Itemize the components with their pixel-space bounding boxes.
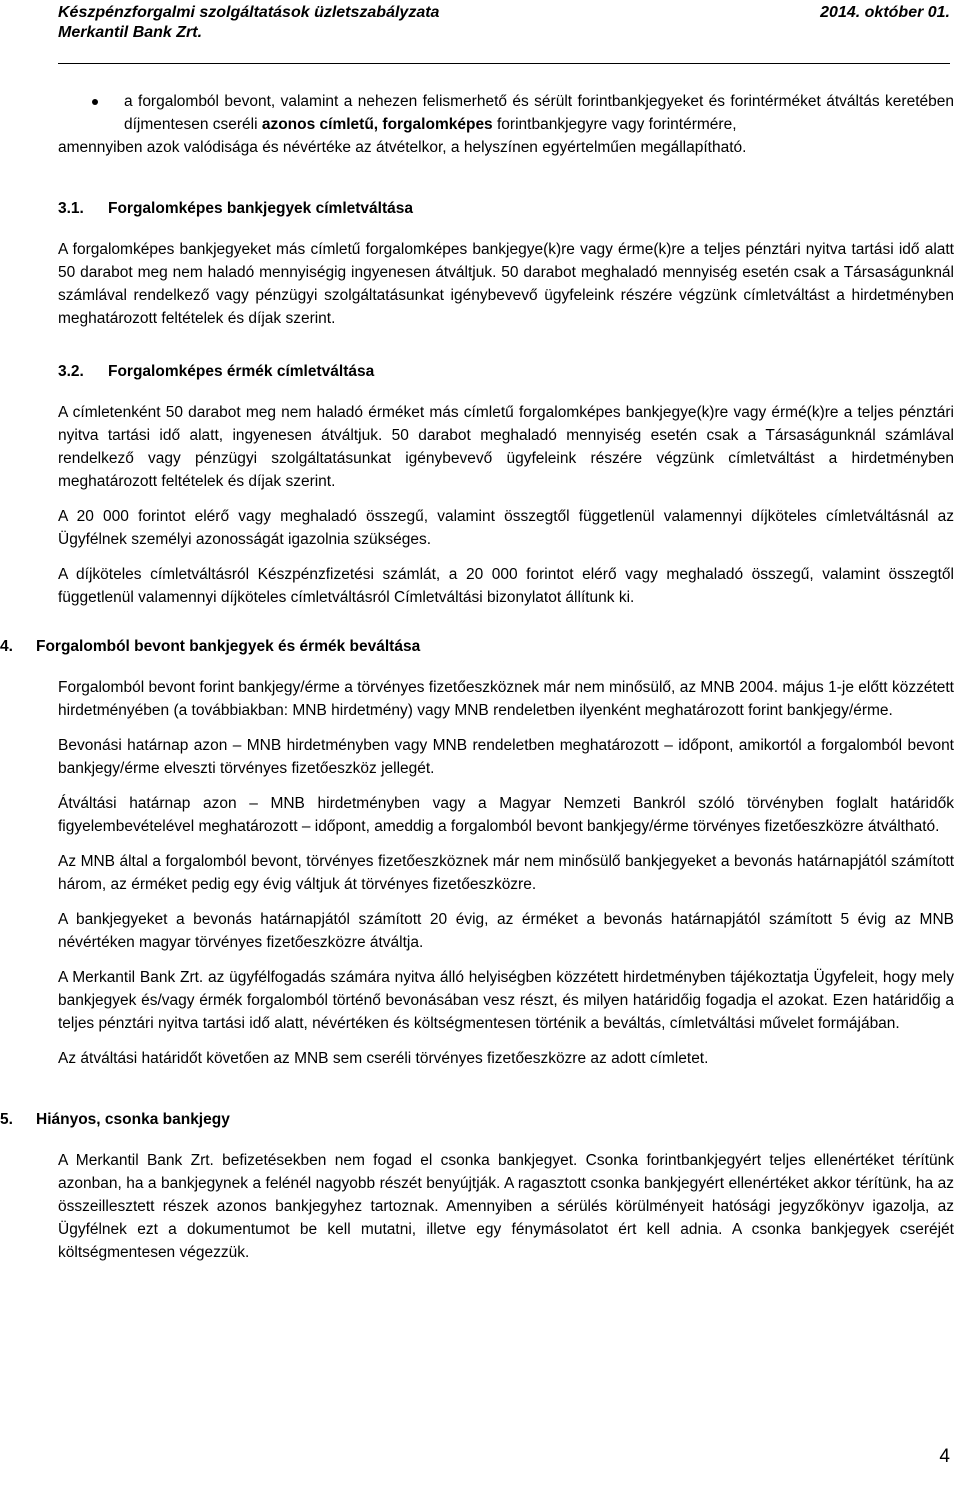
- paragraph: Az MNB által a forgalomból bevont, törvényes fizetőeszköznek már nem minősülő bankjegyeket a bevonás határnapjától számított három, az érméket pedig egy évig váltjuk át törvényes fizetőeszközre.: [58, 853, 954, 893]
- bullet-text-end: forintbankjegyre vagy forintérmére,: [492, 116, 737, 133]
- bullet-icon: [92, 99, 98, 105]
- section-title: Forgalomból bevont bankjegyek és érmék beváltása: [36, 638, 421, 655]
- section-title: Hiányos, csonka bankjegy: [36, 1111, 230, 1128]
- section-3-2-heading: [58, 360, 954, 383]
- header-divider: [58, 63, 950, 64]
- paragraph: Forgalomból bevont forint bankjegy/érme a törvényes fizetőeszköznek már nem minősülő, az MNB 2004. május 1-je előtt közzétett hirdetményében (a továbbiakban: MNB hirdetmény) vagy MNB rendeletben ilyenként meghatározott forint bankjegy/érme.: [58, 679, 954, 719]
- document-title: Készpénzforgalmi szolgáltatások üzletszabályzata: [58, 4, 440, 21]
- paragraph: A Merkantil Bank Zrt. az ügyfélfogadás számára nyitva álló helyiségben közzétett hirdetményben tájékoztatja Ügyfeleit, hogy mely bankjegyek és/vagy érmék forgalomból történő bevonásában vesz részt, és milyen határidőig fogadja el azokat. Ezen határidőig a teljes pénztári nyitva tartási idő alatt, névértéken és költségmentesen történik a beváltás, címletváltási művelet formájában.: [58, 969, 954, 1032]
- section-number: 5.: [0, 1111, 13, 1128]
- section-number: 3.1.: [58, 200, 84, 217]
- page-number: 4: [939, 1446, 950, 1467]
- section-number: 3.2.: [58, 363, 84, 380]
- paragraph: Átváltási határnap azon – MNB hirdetményben vagy a Magyar Nemzeti Bankról szóló törvényben foglalt határidők figyelembevételével meghatározott – időpont, ameddig a forgalomból bevont bankjegy/érme törvényes fizetőeszközre átváltható.: [58, 795, 954, 835]
- section-title: Forgalomképes érmék címletváltása: [108, 363, 375, 380]
- company-name: Merkantil Bank Zrt.: [58, 24, 203, 41]
- section-title: Forgalomképes bankjegyek címletváltása: [108, 200, 413, 217]
- section-3-1-heading: [58, 197, 954, 220]
- page-header: [58, 3, 950, 43]
- paragraph: Bevonási határnap azon – MNB hirdetményben vagy MNB rendeletben meghatározott – időpont, amikortól a forgalomból bevont bankjegy/érme elveszti törvényes fizetőeszköz jellegét.: [58, 737, 954, 777]
- paragraph: A 20 000 forintot elérő vagy meghaladó összegű, valamint összegtől függetlenül valamennyi díjköteles címletváltásnál az Ügyfélnek személyi azonosságát igazolnia szükséges.: [58, 508, 954, 548]
- section-5-heading: [0, 1108, 954, 1131]
- section-number: 4.: [0, 638, 13, 655]
- bullet-list-item: [58, 90, 954, 136]
- paragraph: A forgalomképes bankjegyeket más címletű forgalomképes bankjegye(k)re vagy érme(k)re a teljes pénztári nyitva tartási idő alatt 50 darabot meg nem haladó mennyiségig ingyenesen átváltjuk. 50 darabot meghaladó mennyiség esetén csak a Társaságunknál számlával rendelkező vagy pénzügyi szolgáltatásunkat igénybevevő ügyfeleink részére végzünk címletváltást a hirdetményben meghatározott feltételek és díjak szerint.: [58, 241, 954, 327]
- section-4-heading: [0, 635, 954, 658]
- paragraph: A bankjegyeket a bevonás határnapjától számított 20 évig, az érméket a bevonás határnapjától számított 5 évig az MNB névértéken magyar törvényes fizetőeszközre átváltja.: [58, 911, 954, 951]
- paragraph: Az átváltási határidőt követően az MNB sem cseréli törvényes fizetőeszközre az adott címletet.: [58, 1050, 709, 1067]
- paragraph: A Merkantil Bank Zrt. befizetésekben nem fogad el csonka bankjegyet. Csonka forintbankjegyért teljes ellenértéket térítünk azonban, ha a bankjegynek a felénél nagyobb részét benyújtják. A ragasztott csonka bankjegyért ellenértéket akkor térítünk, ha az összeillesztett részek azonos bankjegyhez tartoznak. Amennyiben a sérülés körülményeit hatósági jegyzőkönyv igazolja, az Ügyfélnek ezt a dokumentumot be kell mutatni, illetve egy fénymásolatot ért kell adnia. A csonka bankjegyek cseréjét költségmentesen végezzük.: [58, 1152, 954, 1261]
- document-date: 2014. október 01.: [820, 4, 950, 21]
- bullet-text: a forgalomból bevont, valamint a nehezen felismerhető és sérült forintbankjegyeket és forintérméket átváltás keretében díjmentesen cseréli: [124, 93, 954, 133]
- document-body: [0, 90, 954, 1276]
- bullet-continuation: amennyiben azok valódisága és névértéke az átvételkor, a helyszínen egyértelműen megállapítható.: [58, 139, 747, 156]
- paragraph: A díjköteles címletváltásról Készpénzfizetési számlát, a 20 000 forintot elérő vagy meghaladó összegű, valamint összegtől függetlenül valamennyi díjköteles címletváltásról Címletváltási bizonylatot állítunk ki.: [58, 566, 954, 606]
- paragraph: A címletenként 50 darabot meg nem haladó érméket más címletű forgalomképes bankjegye(k)re vagy érmé(k)re a teljes pénztári nyitva tartási idő alatt, ingyenesen átváltjuk. 50 darabot meghaladó mennyiség esetén csak a Társaságunknál számlával rendelkező vagy pénzügyi szolgáltatásunkat igénybevevő ügyfeleink részére végzünk címletváltást a hirdetményben meghatározott feltételek és díjak szerint.: [58, 404, 954, 490]
- bullet-bold-text: azonos címletű, forgalomképes: [261, 116, 493, 133]
